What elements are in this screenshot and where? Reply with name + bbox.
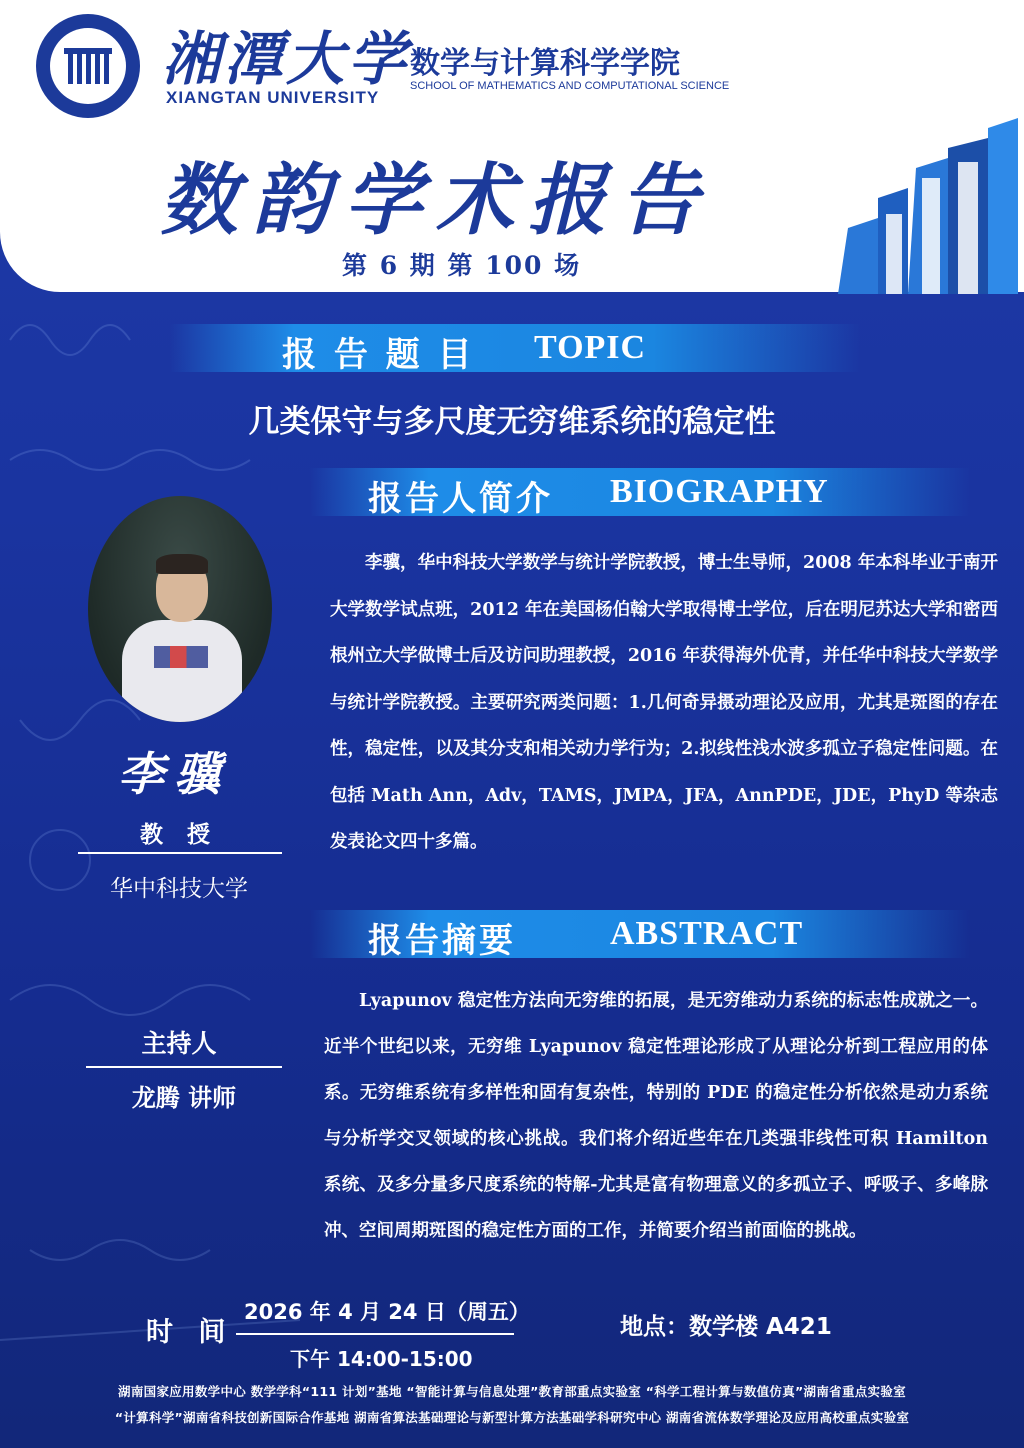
building-graphic-icon — [838, 118, 1018, 294]
footer-affiliations-line1: 湖南国家应用数学中心 数学学科“111 计划”基地 “智能计算与信息处理”教育部重点实验室 “科学工程计算与数值仿真”湖南省重点实验室 — [118, 1384, 906, 1399]
university-name-cn: 湘潭大学 — [162, 25, 411, 93]
divider — [86, 1066, 282, 1068]
event-date: 2026 年 4 月 24 日（周五） — [244, 1300, 530, 1324]
divider — [78, 852, 282, 854]
biography-paragraph: 李骥，华中科技大学数学与统计学院教授，博士生导师，2008 年本科毕业于南开大学数学试点班，2012 年在美国杨伯翰大学取得博士学位，后在明尼苏达大学和密西根州立大学做博士后及访问助理教授，2016 年获得海外优青，并任华中科技大学数学与统计学院教授。主要研究两类问题：1.几何奇异摄动理论及应用，尤其是斑图的存在性，稳定性，以及其分支和相关动力学行为；2.拟线性浅水波多孤立子稳定性问题。在包括 Math Ann，Adv，TAMS，JMPA，JFA，AnnPDE，JDE，PhyD 等杂志发表论文四十多篇。 — [330, 553, 998, 852]
biography-text — [330, 540, 998, 866]
school-name-en: SCHOOL OF MATHEMATICS AND COMPUTATIONAL SCIENCE — [410, 80, 730, 92]
speaker-name: 李骥 — [118, 747, 230, 801]
biography-label-cn: 报告人简介 — [368, 479, 553, 519]
time-label: 时 间 — [146, 1317, 234, 1348]
logo-gate-icon — [50, 28, 126, 104]
divider — [236, 1333, 514, 1335]
school-name-cn: 数学与计算科学学院 — [410, 46, 680, 81]
abstract-paragraph: Lyapunov 稳定性方法向无穷维的拓展，是无穷维动力系统的标志性成就之一。近半个世纪以来，无穷维 Lyapunov 稳定性理论形成了从理论分析到工程应用的体系。无穷维系统有多样性和固有复杂性，特别的 PDE 的稳定性分析依然是动力系统与分析学交叉领域的核心挑战。我们将介绍近些年在几类强非线性可积 Hamilton 系统、及多分量多尺度系统的特解-尤其是富有物理意义的多孤立子、呼吸子、多峰脉冲、空间周期斑图的稳定性方面的工作，并简要介绍当前面临的挑战。 — [324, 991, 988, 1241]
math-background-decoration — [0, 300, 330, 1400]
abstract-banner — [310, 910, 970, 961]
topic-banner — [170, 324, 860, 375]
speaker-photo — [88, 496, 272, 722]
poster-title: 数韵学术报告 — [160, 155, 713, 246]
university-name-en: XIANGTAN UNIVERSITY — [166, 88, 380, 107]
logo-emblem — [50, 28, 126, 104]
topic-label-en: TOPIC — [534, 329, 647, 366]
host-label: 主持人 — [141, 1029, 217, 1058]
speaker-title: 教 授 — [139, 822, 218, 848]
abstract-label-cn: 报告摘要 — [368, 921, 516, 961]
speaker-affiliation: 华中科技大学 — [110, 876, 248, 902]
event-hours: 下午 14:00-15:00 — [290, 1347, 473, 1371]
header — [0, 0, 1024, 292]
biography-banner — [310, 468, 970, 519]
biography-label-en: BIOGRAPHY — [610, 473, 829, 510]
event-location: 地点：数学楼 A421 — [620, 1314, 832, 1340]
topic-label-cn: 报 告 题 目 — [282, 335, 475, 375]
host-name: 龙腾 讲师 — [131, 1084, 237, 1112]
abstract-label-en: ABSTRACT — [610, 915, 804, 952]
talk-title: 几类保守与多尺度无穷维系统的稳定性 — [248, 404, 776, 440]
footer-affiliations-line2: “计算科学”湖南省科技创新国际合作基地 湖南省算法基础理论与新型计算方法基础学科研究中心 湖南省流体数学理论及应用高校重点实验室 — [114, 1410, 910, 1425]
university-logo — [36, 14, 140, 118]
issue-number: 第 6 期 第 100 场 — [342, 251, 582, 280]
abstract-text — [324, 978, 988, 1254]
